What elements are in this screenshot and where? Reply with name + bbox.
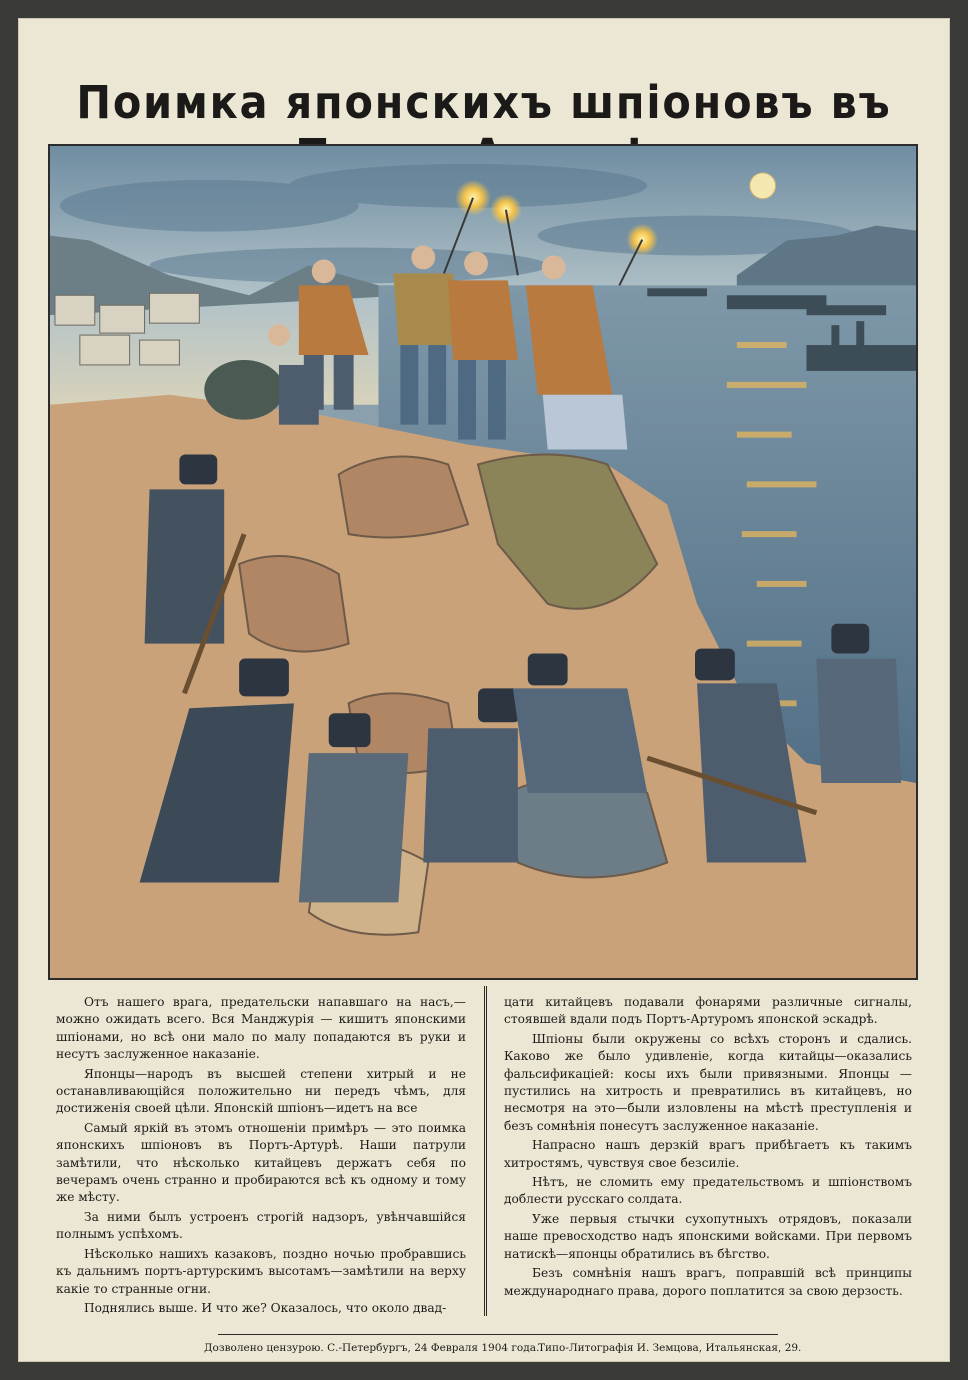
paragraph: Нѣсколько нашихъ казаковъ, поздно ночью пробравшись къ дальнимъ портъ-артурскимъ высотамъ—замѣтили на верху какіе то странные огни. <box>56 1246 466 1296</box>
paragraph: цати китайцевъ подавали фонарями различные сигналы, стоявшей вдали подъ Портъ-Артуромъ японской эскадрѣ. <box>504 995 912 1027</box>
poster-sheet <box>18 18 950 1362</box>
paragraph: Нѣтъ, не сломить ему предательствомъ и шпіонствомъ доблести русскаго солдата. <box>504 1175 912 1207</box>
article-left-column <box>56 994 466 1319</box>
paragraph: Поднялись выше. И что же? Оказалось, что около двад- <box>84 1300 447 1315</box>
paragraph: Японцы—народъ въ высшей степени хитрый и не останавливающійся положительно ни передъ чѣмъ, для достиженія своей цѣли. Японскій шпіонъ—идетъ на все <box>56 1066 466 1116</box>
harbor-night-scene <box>50 146 916 978</box>
paragraph: Отъ нашего врага, предательски напавшаго на насъ,— можно ожидать всего. Вся Манджурія — кишитъ японскими шпіонами, но всѣ они мало по малу попадаются въ руки и несутъ заслуженное наказаніе. <box>56 995 466 1062</box>
paragraph: Уже первыя стычки сухопутныхъ отрядовъ, показали наше превосходство надъ японскими войсками. При первомъ натискѣ—японцы обратились въ бѣгство. <box>504 1211 912 1261</box>
paragraph: Напрасно нашъ дерзкій врагъ прибѣгаетъ къ такимъ хитростямъ, чувствуя свое безсиліе. <box>504 1138 912 1170</box>
poster-title: Поимка японскихъ шпіоновъ въ <box>76 76 892 129</box>
paragraph: Безъ сомнѣнія нашъ врагъ, поправшій всѣ принципы международнаго права, дорого поплатится за свою дерзость. <box>504 1266 912 1298</box>
paragraph: Самый яркій въ этомъ отношеніи примѣръ — это поимка японскихъ шпіоновъ въ Портъ-Артурѣ. Наши патрули замѣтили, что нѣсколько китайцевъ держатъ себя по вечерамъ очень странно и пробираются всѣ къ одному и тому же мѣсту. <box>56 1120 466 1205</box>
moon <box>750 173 776 199</box>
printer-note: Типо-Литографія И. Земцова, Итальянская, 29. <box>538 1342 802 1354</box>
footer-rule <box>218 1334 778 1335</box>
paragraph: За ними былъ устроенъ строгій надзоръ, увѣнчавшійся полнымъ успѣхомъ. <box>56 1209 466 1242</box>
censor-note: Дозволено цензурою. С.-Петербургъ, 24 Февраля 1904 года. <box>204 1342 540 1354</box>
column-divider <box>484 986 487 1316</box>
paragraph: Шпіоны были окружены со всѣхъ сторонъ и сдались. Каково же было удивленіе, когда китайцы—оказались фальсификаціей: косы ихъ были привязными. Японцы — пустились на хитрость и превратились въ китайцевъ, но несмотря на это—были изловлены на мѣстѣ преступленія и безъ сомнѣнія понесутъ заслуженное наказаніе. <box>504 1031 912 1133</box>
article-right-column <box>504 994 912 1302</box>
lithograph-illustration <box>48 144 918 980</box>
